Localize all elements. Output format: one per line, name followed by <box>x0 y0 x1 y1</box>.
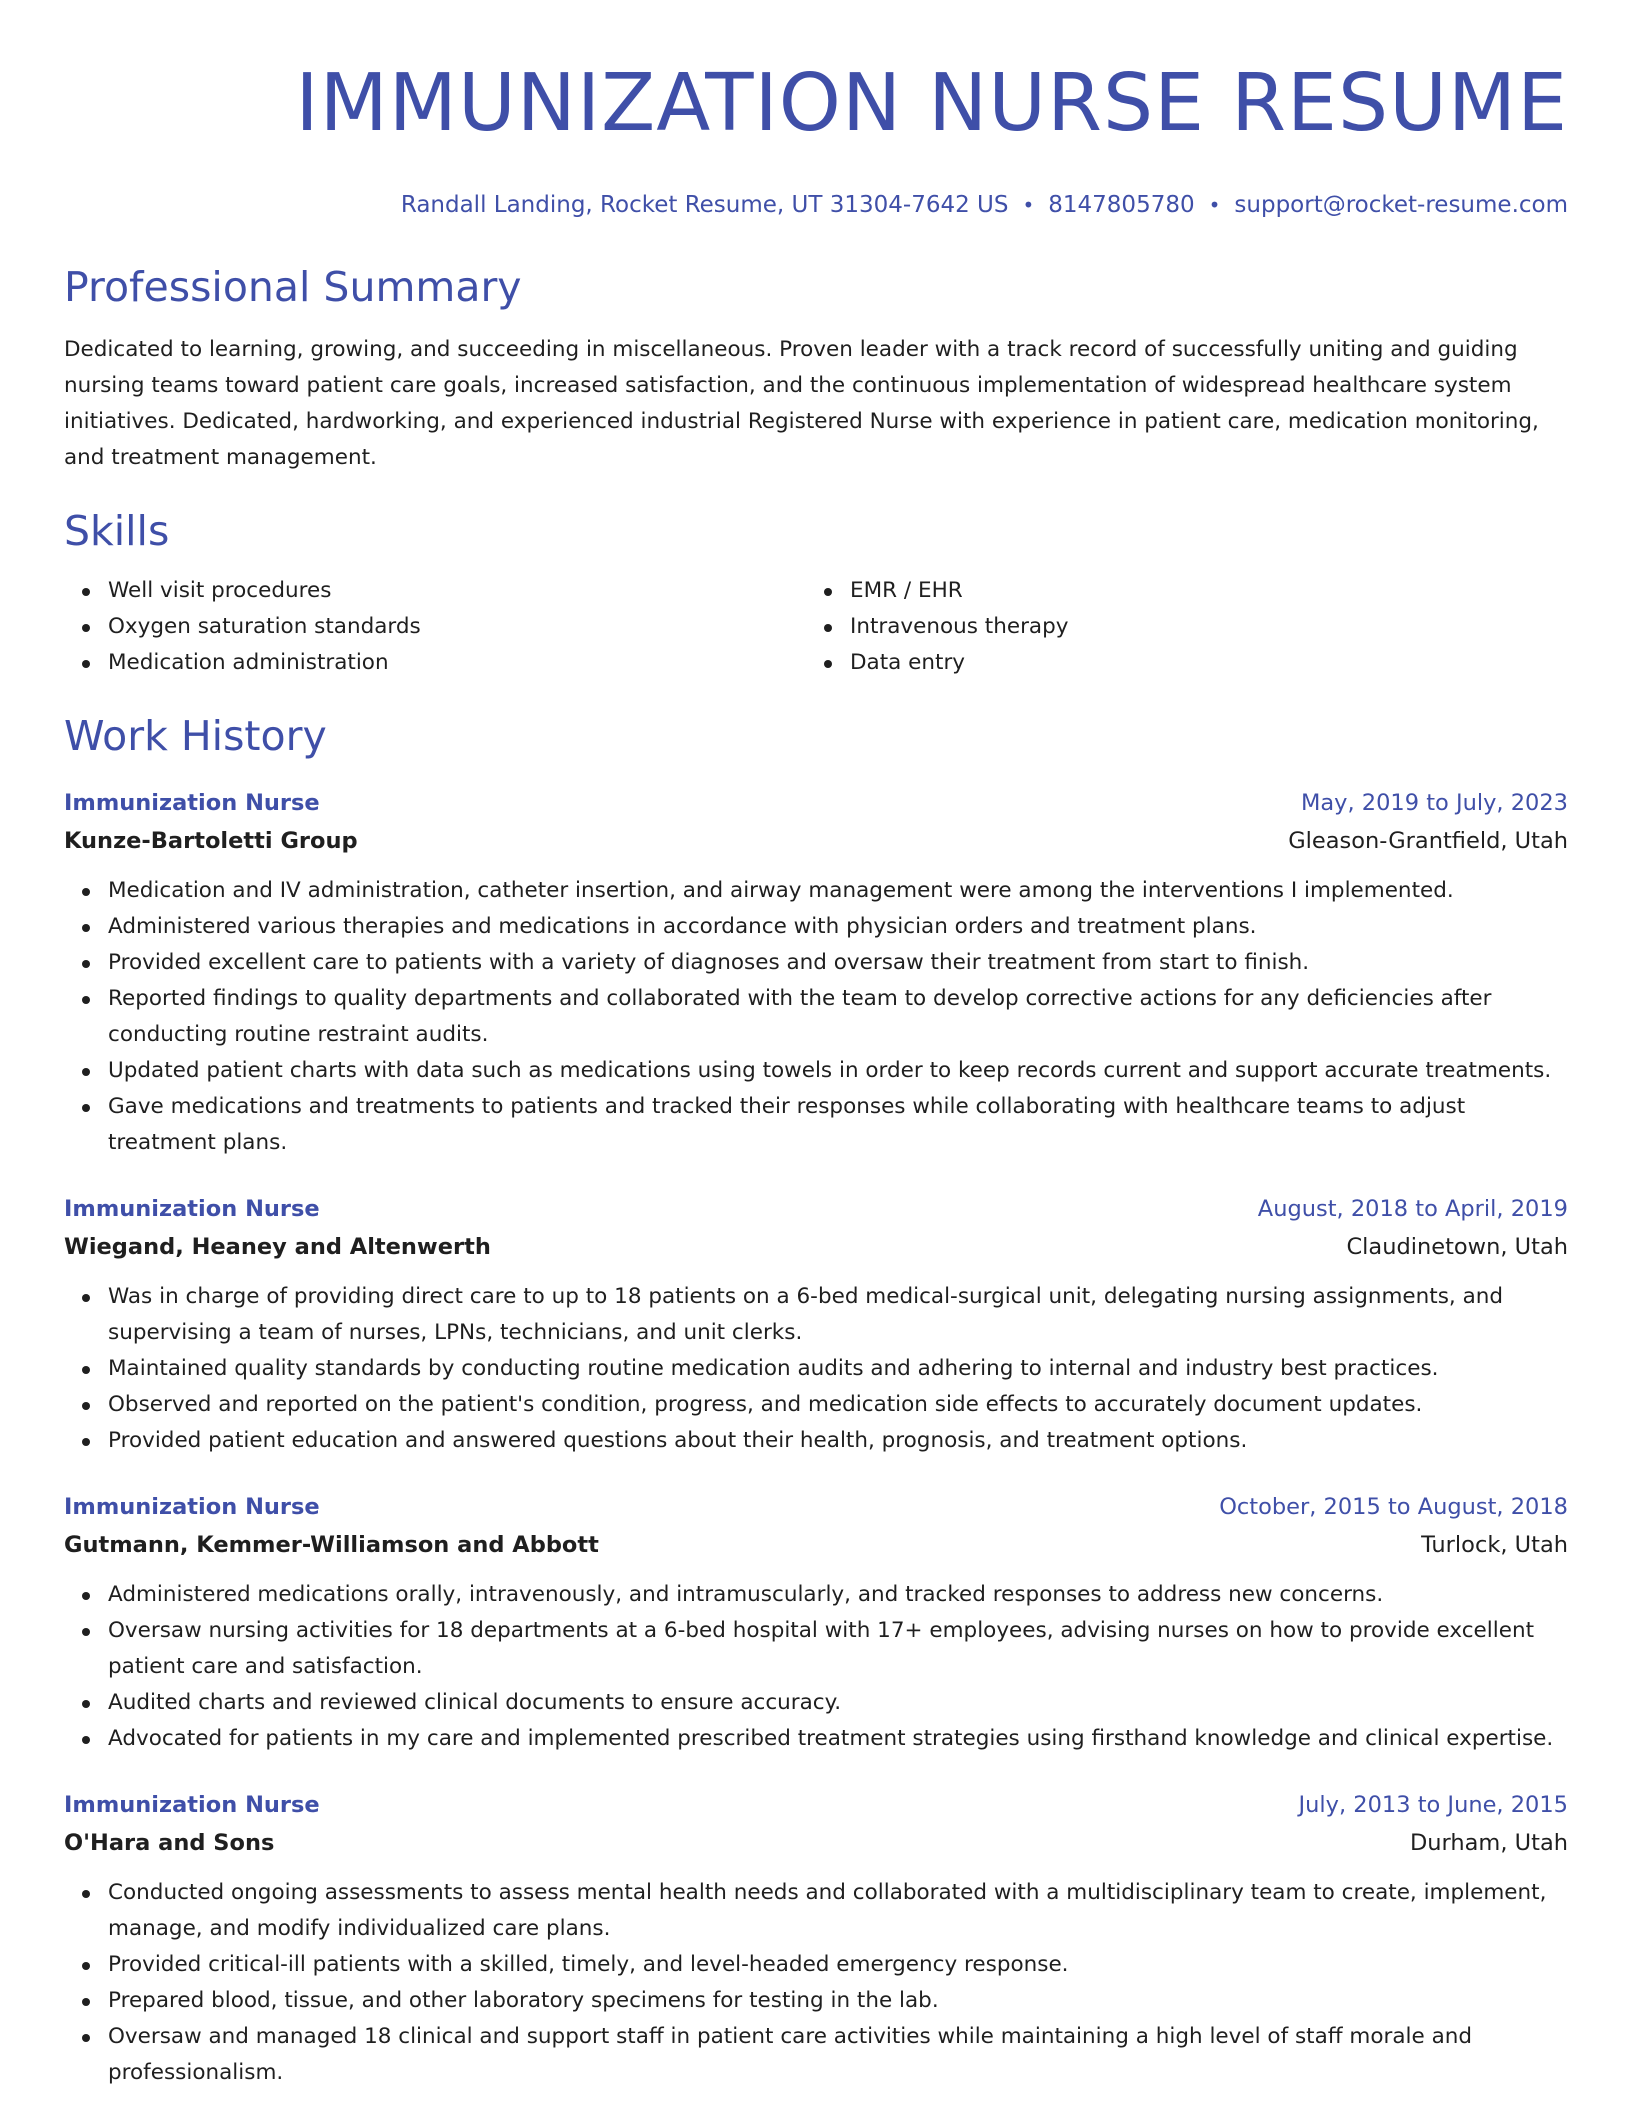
skills-column-left <box>64 573 806 681</box>
job-location: Claudinetown, Utah <box>1346 1234 1568 1260</box>
job-bullet: Maintained quality standards by conducting routine medication audits and adhering to internal and industry best practices. <box>108 1351 1568 1387</box>
job-bullets <box>64 1279 1568 1459</box>
job-title: Immunization Nurse <box>64 790 320 816</box>
job-location: Durham, Utah <box>1409 1830 1568 1856</box>
job-bullet: Provided excellent care to patients with a variety of diagnoses and oversaw their treatment from start to finish. <box>108 945 1568 981</box>
job-bullet: Oversaw and managed 18 clinical and support staff in patient care activities while maintaining a high level of staff morale and professionalism. <box>108 2019 1568 2091</box>
contact-separator: • <box>1022 193 1035 217</box>
skill-item: Data entry <box>850 645 1548 681</box>
job-dates: October, 2015 to August, 2018 <box>1219 1494 1568 1520</box>
job-entry <box>64 785 1568 1161</box>
job-bullet: Was in charge of providing direct care to up to 18 patients on a 6-bed medical-surgical unit, delegating nursing assignments, and supervising a team of nurses, LPNs, technicians, and unit clerks. <box>108 1279 1568 1351</box>
skill-item: Medication administration <box>108 645 806 681</box>
job-bullets <box>64 1875 1568 2091</box>
job-entry <box>64 1489 1568 1757</box>
job-bullet: Advocated for patients in my care and implemented prescribed treatment strategies using firsthand knowledge and clinical expertise. <box>108 1721 1568 1757</box>
job-bullet: Prepared blood, tissue, and other laboratory specimens for testing in the lab. <box>108 1983 1568 2019</box>
job-bullets <box>64 1577 1568 1757</box>
section-heading-summary: Professional Summary <box>64 263 522 311</box>
skills-list <box>64 573 1568 681</box>
job-entry <box>64 1787 1568 2091</box>
job-title: Immunization Nurse <box>64 1196 320 1222</box>
job-bullet: Provided critical-ill patients with a skilled, timely, and level-headed emergency response. <box>108 1947 1568 1983</box>
job-bullet: Conducted ongoing assessments to assess mental health needs and collaborated with a multidisciplinary team to create, implement, manage, and modify individualized care plans. <box>108 1875 1568 1947</box>
contact-info <box>64 190 1568 220</box>
job-bullet: Observed and reported on the patient's condition, progress, and medication side effects to accurately document updates. <box>108 1387 1568 1423</box>
job-bullet: Updated patient charts with data such as medications using towels in order to keep records current and support accurate treatments. <box>108 1053 1568 1089</box>
contact-email: support@rocket-resume.com <box>1234 192 1568 218</box>
job-title: Immunization Nurse <box>64 1494 320 1520</box>
resume-page <box>64 0 1568 2091</box>
job-bullet: Audited charts and reviewed clinical documents to ensure accuracy. <box>108 1685 1568 1721</box>
job-title: Immunization Nurse <box>64 1792 320 1818</box>
contact-phone: 8147805780 <box>1048 192 1195 218</box>
job-bullet: Reported findings to quality departments and collaborated with the team to develop corrective actions for any deficiencies after conducting routine restraint audits. <box>108 981 1568 1053</box>
summary-text: Dedicated to learning, growing, and succeeding in miscellaneous. Proven leader with a track record of successfully uniting and guiding nursing teams toward patient care goals, increased satisfaction, and the continuous implementation of widespread healthcare system initiatives. Dedicated, hardworking, and experienced industrial Registered Nurse with experience in patient care, medication monitoring, and treatment management. <box>64 337 1539 470</box>
contact-address: Randall Landing, Rocket Resume, UT 31304-7642 US <box>400 192 1009 218</box>
skill-item: EMR / EHR <box>850 573 1548 609</box>
job-location: Gleason-Grantfield, Utah <box>1288 828 1568 854</box>
job-entry <box>64 1191 1568 1459</box>
resume-title: IMMUNIZATION NURSE RESUME <box>295 57 1568 149</box>
job-bullet: Administered medications orally, intravenously, and intramuscularly, and tracked responses to address new concerns. <box>108 1577 1568 1613</box>
skills-column-right <box>806 573 1548 681</box>
job-bullet: Administered various therapies and medications in accordance with physician orders and treatment plans. <box>108 909 1568 945</box>
skill-item: Well visit procedures <box>108 573 806 609</box>
job-bullet: Provided patient education and answered questions about their health, prognosis, and treatment options. <box>108 1423 1568 1459</box>
job-dates: July, 2013 to June, 2015 <box>1298 1792 1568 1818</box>
job-bullet: Oversaw nursing activities for 18 departments at a 6-bed hospital with 17+ employees, advising nurses on how to provide excellent patient care and satisfaction. <box>108 1613 1568 1685</box>
job-bullet: Medication and IV administration, catheter insertion, and airway management were among the interventions I implemented. <box>108 873 1568 909</box>
job-company: Kunze-Bartoletti Group <box>64 828 358 854</box>
job-dates: August, 2018 to April, 2019 <box>1257 1196 1568 1222</box>
job-bullets <box>64 873 1568 1161</box>
job-location: Turlock, Utah <box>1421 1532 1568 1558</box>
job-company: Wiegand, Heaney and Altenwerth <box>64 1234 491 1260</box>
job-company: O'Hara and Sons <box>64 1830 275 1856</box>
skill-item: Intravenous therapy <box>850 609 1548 645</box>
section-heading-work-history: Work History <box>64 712 327 760</box>
job-dates: May, 2019 to July, 2023 <box>1300 790 1568 816</box>
section-heading-skills: Skills <box>64 507 170 555</box>
contact-separator: • <box>1208 193 1221 217</box>
job-company: Gutmann, Kemmer-Williamson and Abbott <box>64 1532 599 1558</box>
skill-item: Oxygen saturation standards <box>108 609 806 645</box>
job-bullet: Gave medications and treatments to patients and tracked their responses while collaborating with healthcare teams to adjust treatment plans. <box>108 1089 1568 1161</box>
